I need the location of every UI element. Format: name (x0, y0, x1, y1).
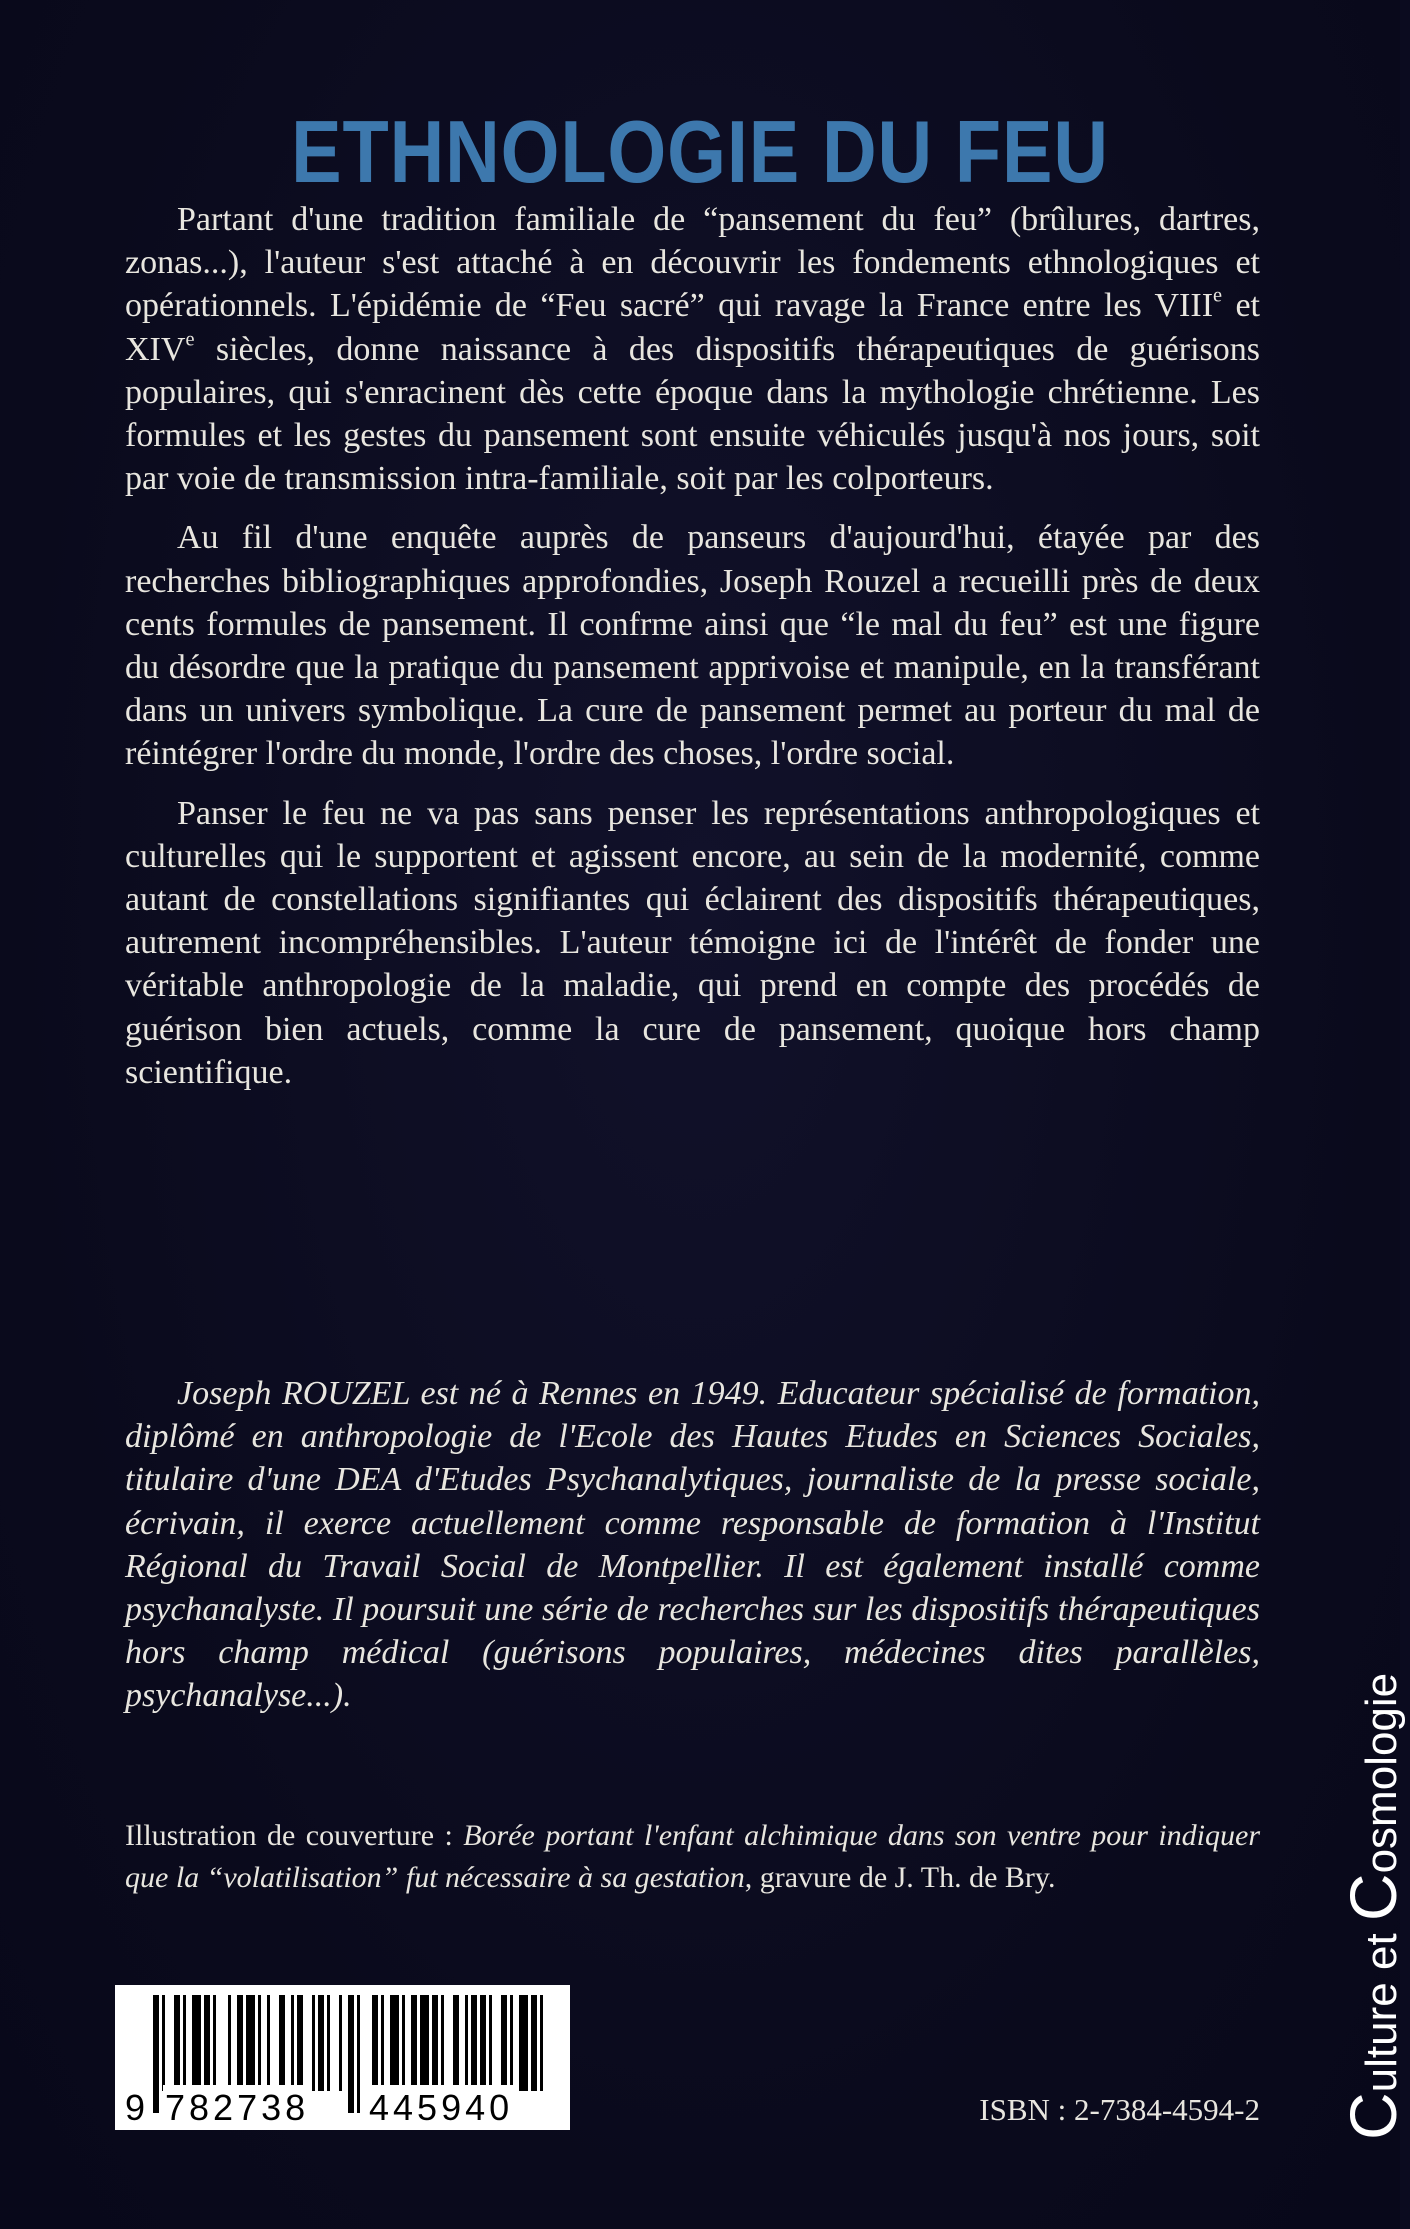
barcode-bar (297, 1995, 303, 2091)
barcode-bar (192, 1995, 201, 2091)
barcode-bar (420, 1995, 429, 2091)
barcode-bar (174, 1995, 180, 2091)
barcode-bar (480, 1995, 486, 2091)
barcode-number (115, 2085, 570, 2130)
barcode-bar (162, 1995, 165, 2091)
barcode-lead-digit: 9 (125, 2087, 146, 2128)
barcode-bar (327, 1995, 330, 2091)
barcode-bar (441, 1995, 444, 2091)
barcode-bar (411, 1995, 417, 2091)
barcode-bar (228, 1995, 231, 2091)
synopsis (125, 198, 1260, 1110)
barcode-bar (519, 1995, 528, 2091)
barcode-bar (381, 1995, 384, 2091)
barcode-bar (489, 1995, 492, 2091)
barcode-bar (540, 1995, 543, 2091)
barcode-group-2: 445940 (369, 2087, 514, 2128)
barcode-bar (531, 1995, 537, 2091)
barcode-bar (318, 1995, 324, 2091)
barcode-bar (279, 1995, 285, 2091)
barcode-bar (501, 1995, 507, 2091)
barcode-bar (372, 1995, 378, 2091)
synopsis-paragraph-2: Au fil d'une enquête auprès de panseurs d'aujourd'hui, étayée par des recherches bibliographiques approfondies, Joseph Rouzel a recueilli près de deux cents formules de pansement. Il confrme ainsi que “le mal du feu” est une figure du désordre que la pratique du pansement apprivoise et manipule, en la transférant dans un univers symbolique. La cure de pansement permet au porteur du mal de réintégrer l'ordre du monde, l'ordre des choses, l'ordre social. (125, 519, 1260, 773)
illustration-credit: Illustration de couverture : Borée portant l'enfant alchimique dans son ventre pour indiquer que la “volatilisation” fut nécessaire à sa gestation, gravure de J. Th. de Bry. (125, 1819, 1261, 1894)
barcode-group-1: 782738 (165, 2087, 310, 2128)
synopsis-paragraph-1: Partant d'une tradition familiale de “pansement du feu” (brûlures, dartres, zonas...), l'auteur s'est attaché à en découvrir les fondements ethnologiques et opérationnels. L'épidémie de “Feu sacré” qui ravage la France entre les VIIIe et XIVe siècles, donne naissance à des dispositifs thérapeutiques de guérisons populaires, qui s'enracinent dès cette époque dans la mythologie chrétienne. Les formules et les gestes du pansement sont ensuite véhiculés jusqu'à nos jours, soit par voie de transmission intra-familiale, soit par les colporteurs. (125, 201, 1260, 498)
barcode-bar (471, 1995, 477, 2091)
barcode-bar (237, 1995, 243, 2091)
barcode-bar (390, 1995, 399, 2091)
barcode-bar (183, 1995, 186, 2091)
barcode-bar (258, 1995, 261, 2091)
barcode-bar (510, 1995, 513, 2091)
barcode-bar (339, 1995, 342, 2091)
barcode-bar (246, 1995, 255, 2091)
barcode-bar (453, 1995, 459, 2091)
barcode-bar (432, 1995, 438, 2091)
barcode-bar (213, 1995, 216, 2091)
barcode-bar (204, 1995, 210, 2091)
barcode-bar (312, 1995, 315, 2091)
author-bio: Joseph ROUZEL est né à Rennes en 1949. Educateur spécialisé de formation, diplômé en anthropologie de l'Ecole des Hautes Etudes en Sciences Sociales, titulaire d'une DEA d'Etudes Psychanalytiques, journaliste de la presse sociale, écrivain, il exerce actuellement comme responsable de formation à l'Institut Régional du Travail Social de Montpellier. Il est également installé comme psychanalyste. Il poursuit une série de recherches sur les dispositifs thérapeutiques hors champ médical (guérisons populaires, médecines dites parallèles, psychanalyse...). (125, 1375, 1260, 1715)
synopsis-paragraph-3: Panser le feu ne va pas sans penser les représentations anthropologiques et culturelles qui le supportent et agissent encore, au sein de la modernité, comme autant de constellations signifiantes qui éclairent des dispositifs thérapeutiques, autrement incompréhensibles. L'auteur témoigne ici de l'intérêt de fonder une véritable anthropologie de la maladie, qui prend en compte des procédés de guérison bien actuels, comme la cure de pansement, quoique hors champ scientifique. (125, 794, 1260, 1091)
collection-name: Culture et Cosmologie (1336, 1672, 1410, 2140)
barcode-bar (402, 1995, 405, 2091)
barcode-bar (267, 1995, 270, 2091)
barcode-bar (465, 1995, 468, 2091)
isbn: ISBN : 2-7384-4594-2 (979, 2092, 1260, 2127)
book-title: ETHNOLOGIE DU FEU (291, 102, 1109, 201)
barcode-bar (291, 1995, 294, 2091)
barcode (115, 1985, 570, 2130)
